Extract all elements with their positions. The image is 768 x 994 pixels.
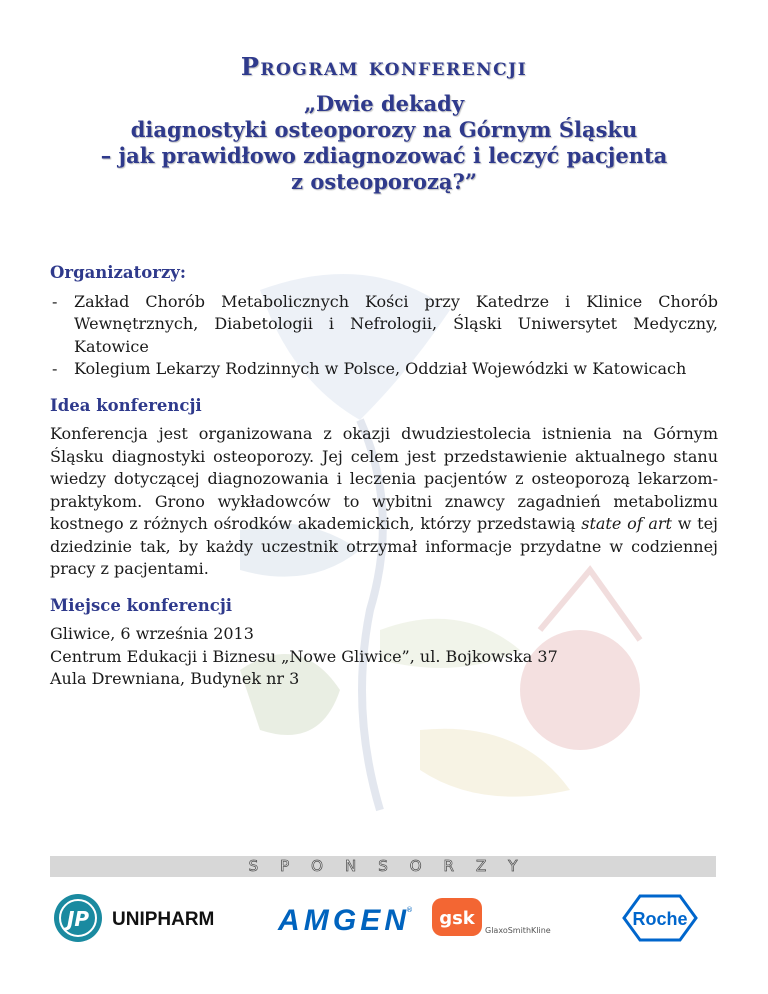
place-heading: Miejsce konferencji	[50, 595, 233, 615]
conference-title-line: „Dwie dekady	[303, 91, 465, 116]
place-room: Aula Drewniana, Budynek nr 3	[50, 669, 300, 688]
sponsor-logos	[50, 888, 716, 958]
idea-text-italic: state of art	[581, 514, 672, 533]
roche-wordmark: Roche	[632, 909, 688, 929]
sponsors-bar	[50, 856, 716, 877]
gsk-mark: gsk	[439, 908, 475, 929]
roche-logo	[610, 888, 710, 948]
main-content	[50, 262, 718, 691]
place-details	[50, 623, 718, 691]
amgen-logo	[276, 888, 416, 948]
unipharm-wordmark: UNIPHARM	[112, 909, 215, 930]
place-date: Gliwice, 6 września 2013	[50, 624, 254, 643]
organizer-item: - Kolegium Lekarzy Rodzinnych w Polsce, Oddział Wojewódzki w Katowicach	[50, 358, 718, 381]
idea-paragraph	[50, 423, 718, 581]
organizers-heading: Organizatorzy:	[50, 263, 186, 282]
program-title: Program konferencji	[240, 52, 528, 81]
gsk-logo	[432, 888, 582, 948]
idea-text-2: w tej dziedzinie tak, by każdy uczestnik otrzymał informacje przydatne w codziennej pracy z pacjentami.	[50, 514, 719, 578]
header	[0, 52, 768, 195]
svg-text:JP: JP	[66, 907, 90, 931]
amgen-wordmark: AMGEN	[278, 904, 406, 937]
idea-heading: Idea konferencji	[50, 395, 202, 415]
organizer-item: - Zakład Chorób Metabolicznych Kości przy Katedrze i Klinice Chorób Wewnętrznych, Diabetologii i Nefrologii, Śląski Uniwersytet Medyczny, Katowice	[50, 291, 718, 359]
idea-text-1: Konferencja jest organizowana z okazji dwudziestolecia istnienia na Górnym Śląsku diagnostyki osteoporozy. Jej celem jest przedstawienie aktualnego stanu wiedzy dotyczącej diagnozowania i leczenia pacjentów z osteoporozą lekarzom-praktykom. Grono wykładowców to wybitni znawcy zagadnień metabolizmu kostnego z różnych ośrodków akademickich, którzy przedstawią	[50, 424, 718, 533]
place-venue: Centrum Edukacji i Biznesu „Nowe Gliwice”, ul. Bojkowska 37	[50, 646, 558, 666]
organizers-list	[50, 291, 718, 381]
svg-text:®: ®	[406, 906, 413, 914]
gsk-name: GlaxoSmithKline	[485, 926, 551, 935]
sponsors-label: SPONSORZY	[248, 857, 540, 875]
conference-title-line: – jak prawidłowo zdiagnozować i leczyć pacjenta	[100, 143, 668, 168]
unipharm-logo	[50, 888, 250, 948]
conference-title	[0, 91, 768, 195]
conference-title-line: diagnostyki osteoporozy na Górnym Śląsku	[130, 117, 638, 142]
conference-title-line: z osteoporozą?”	[291, 169, 477, 194]
